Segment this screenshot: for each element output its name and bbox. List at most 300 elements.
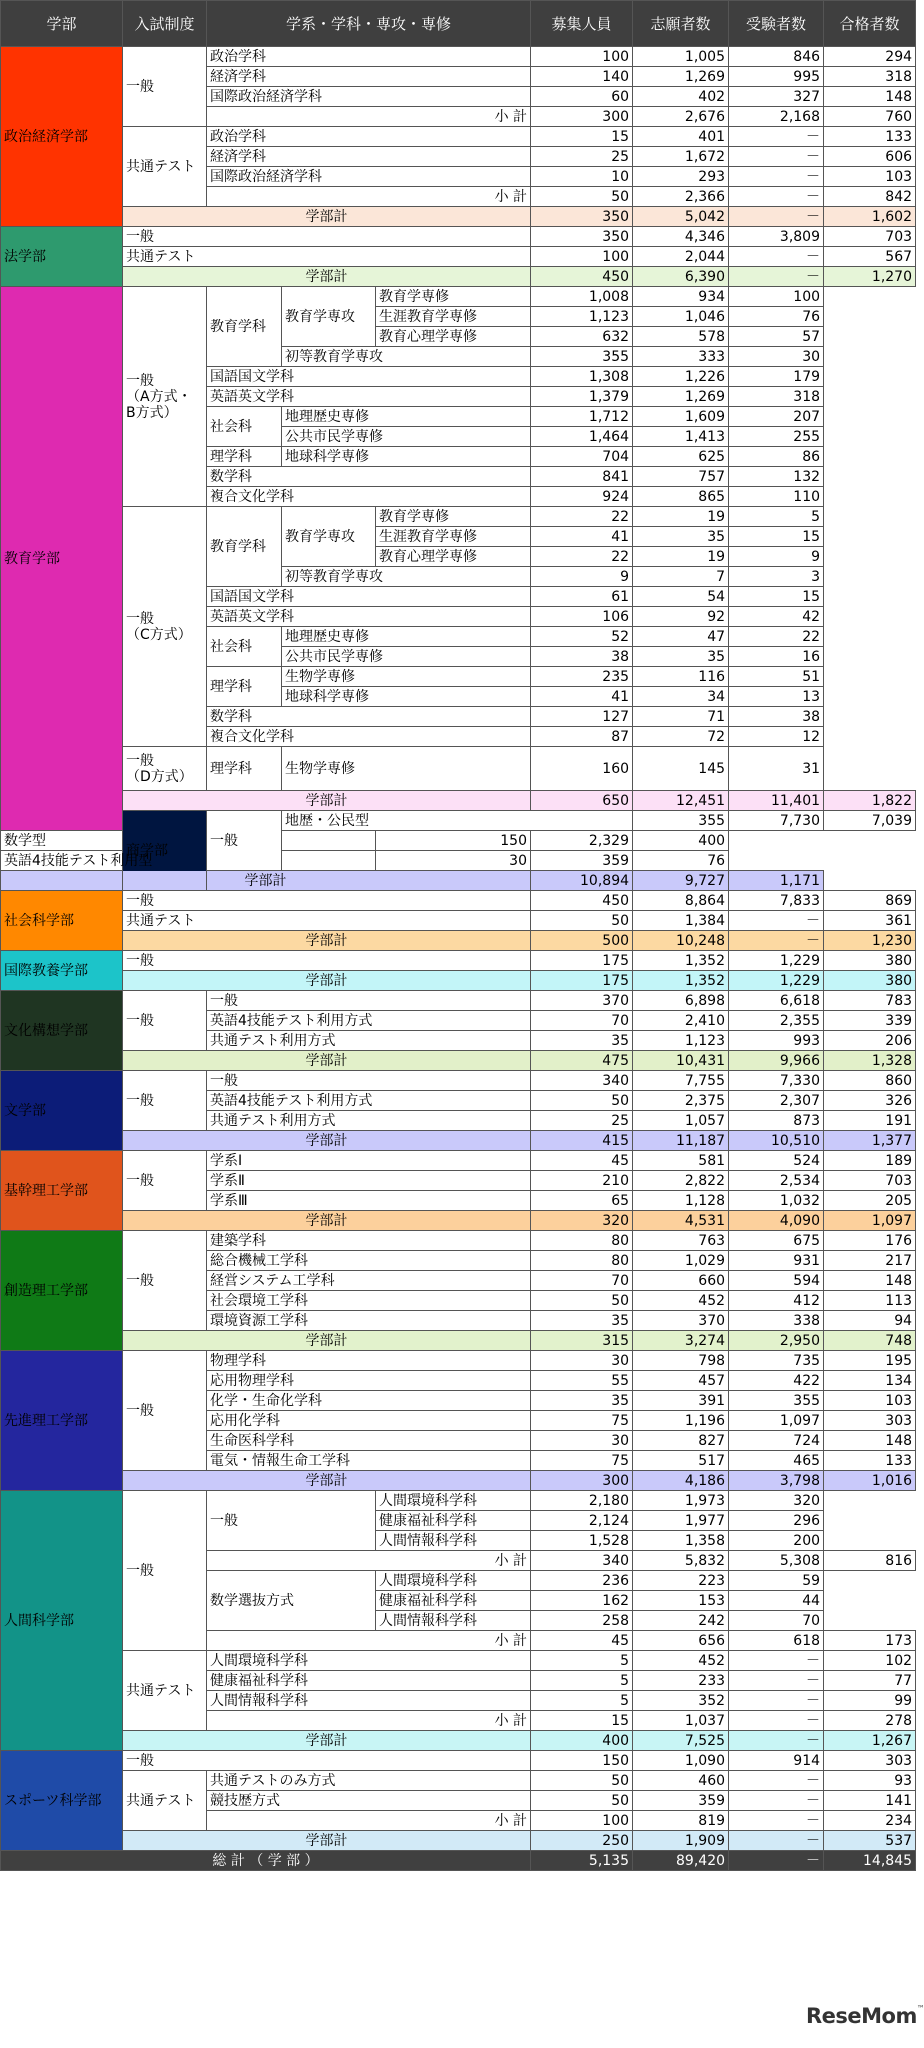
passers-value: 1,377 [824,1131,916,1151]
major-cell: 一般 [207,991,531,1011]
table-row [1,1231,916,1251]
recruit-value: 50 [531,1791,633,1811]
passers-value: 1,822 [824,791,916,811]
major-cell: 応用化学科 [207,1411,531,1431]
applicants-value: 235 [531,667,633,687]
applicants-value: 1,352 [633,951,729,971]
examinees-value: － [729,931,824,951]
passers-value: 173 [824,1631,916,1651]
major-cell: 学部計 [123,791,531,811]
recruit-value: 35 [531,1391,633,1411]
logo-text: ReseMom [806,2004,917,2028]
examinees-value: 34 [633,687,729,707]
examinees-value: 35 [633,527,729,547]
dept-cell: 先進理工学部 [1,1351,123,1491]
applicants-value: 5,832 [633,1551,729,1571]
table-row [1,247,916,267]
applicants-value: 1,464 [531,427,633,447]
applicants-value: 22 [531,547,633,567]
table-row [1,747,916,791]
passers-value: 380 [824,971,916,991]
major-cell: 小 計 [207,107,531,127]
major-cell: 競技歴方式 [207,1791,531,1811]
examinees-value: 10,510 [729,1131,824,1151]
method-cell: 一般 [123,227,531,247]
passers-value: 141 [824,1791,916,1811]
major-cell: 小 計 [207,187,531,207]
method-cell: 一般 [123,47,207,127]
applicants-value: 401 [633,127,729,147]
header-recruit: 募集人員 [531,1,633,47]
applicants-value: 41 [531,527,633,547]
course-cell: 教育学専攻 [282,287,376,347]
passers-value: 191 [824,1111,916,1131]
passers-value: 102 [824,1651,916,1671]
subject-cell: 英語英文学科 [207,387,531,407]
applicants-value: 656 [633,1631,729,1651]
examinees-value: － [729,1831,824,1851]
passers-value: 176 [824,1231,916,1251]
passers-value: 860 [824,1071,916,1091]
specialty-cell: 人間情報科学科 [376,1611,531,1631]
major-cell: 地歴・公民型 [282,811,633,831]
logo-trademark: ™ [916,2004,924,2013]
applicants-value: 6,898 [633,991,729,1011]
major-cell: 人間環境科学科 [207,1651,531,1671]
specialty-cell: 教育学専修 [376,287,531,307]
examinees-value: 2,168 [729,107,824,127]
major-cell: 小 計 [207,1811,531,1831]
examinees-value: 3,798 [729,1471,824,1491]
passers-value: 148 [824,1271,916,1291]
major-cell: 学部計 [123,1331,531,1351]
applicants-value: 1,196 [633,1411,729,1431]
applicants-value: 1,005 [633,47,729,67]
passers-value: 57 [729,327,824,347]
examinees-value: － [729,1711,824,1731]
applicants-value: 660 [633,1271,729,1291]
recruit-value: 320 [531,1211,633,1231]
recruit-value: 45 [531,1151,633,1171]
table-row [1,911,916,931]
applicants-value: 460 [633,1771,729,1791]
major-cell: 人間情報科学科 [207,1691,531,1711]
dept-cell: 政治経済学部 [1,47,123,227]
examinees-value: 724 [729,1431,824,1451]
subject-cell: 社会科 [207,407,282,447]
table-row [1,1051,916,1071]
passers-value: 22 [729,627,824,647]
examinees-value: 1,032 [729,1191,824,1211]
major-cell: 共通テスト利用方式 [207,1031,531,1051]
applicants-value: 4,186 [633,1471,729,1491]
passers-value: 318 [824,67,916,87]
table-row [1,891,916,911]
passers-value: 9 [729,547,824,567]
applicants-value: 1,308 [531,367,633,387]
examinees-value: 359 [531,851,633,871]
major-cell: 一般 [207,1071,531,1091]
recruit-value: 5 [531,1671,633,1691]
subject-cell: 理学科 [207,447,282,467]
examinees-value: 2,950 [729,1331,824,1351]
passers-value: 760 [824,107,916,127]
applicants-value: 457 [633,1371,729,1391]
passers-value: 278 [824,1711,916,1731]
applicants-value: 819 [633,1811,729,1831]
passers-value: 294 [824,47,916,67]
applicants-value: 3,274 [633,1331,729,1351]
passers-value: 1,171 [729,871,824,891]
method-cell: 一般 [123,1351,207,1471]
specialty-cell: 人間環境科学科 [376,1491,531,1511]
major-cell: 学部計 [1,871,531,891]
applicants-value: 798 [633,1351,729,1371]
passers-value: 326 [824,1091,916,1111]
header-major: 学系・学科・専攻・専修 [207,1,531,47]
major-cell: 学部計 [123,1731,531,1751]
specialty-cell: 生涯教育学専修 [376,527,531,547]
applicants-value: 6,390 [633,267,729,287]
recruit-value: 340 [531,1551,633,1571]
passers-value: 606 [824,147,916,167]
recruit-value: 50 [531,1091,633,1111]
dept-cell: 人間科学部 [1,1491,123,1751]
recruit-value: 80 [531,1231,633,1251]
major-cell: 学部計 [123,1211,531,1231]
applicants-value: 22 [531,507,633,527]
specialty-cell: 人間環境科学科 [376,1571,531,1591]
examinees-value: 47 [633,627,729,647]
table-row [1,127,916,147]
major-cell: 学系Ⅲ [207,1191,531,1211]
applicants-value: 236 [531,1571,633,1591]
passers-value: 361 [824,911,916,931]
table-row [1,931,916,951]
table-row [1,1071,916,1091]
examinees-value: 2,355 [729,1011,824,1031]
applicants-value: 1,128 [633,1191,729,1211]
examinees-value: 116 [633,667,729,687]
table-row [1,1471,916,1491]
major-cell: 学部計 [123,207,531,227]
recruit-value: 210 [531,1171,633,1191]
subject-cell: 教育学科 [207,287,282,367]
passers-value: 303 [824,1411,916,1431]
dept-cell: 法学部 [1,227,123,287]
examinees-value: 242 [633,1611,729,1631]
passers-value: 1,270 [824,267,916,287]
method-cell: 一般 [123,1231,207,1331]
subject-cell: 教育学科 [207,507,282,587]
passers-value: 76 [729,307,824,327]
examinees-value: 333 [633,347,729,367]
major-cell: 共通テストのみ方式 [207,1771,531,1791]
passers-value: 16 [729,647,824,667]
recruit-value: 30 [531,1431,633,1451]
major-cell: 総合機械工学科 [207,1251,531,1271]
recruit-value: 25 [531,1111,633,1131]
examinees-value: 757 [633,467,729,487]
recruit-value: 5 [531,1691,633,1711]
recruit-value: 175 [531,951,633,971]
dept-cell: 商学部 [123,811,207,891]
passers-value: 103 [824,167,916,187]
table-row [1,1131,916,1151]
applicants-value: 7,755 [633,1071,729,1091]
specialty-cell: 教育心理学専修 [376,327,531,347]
applicants-value: 827 [633,1431,729,1451]
applicants-value: 9 [531,567,633,587]
table-row [1,851,916,871]
passers-value: 296 [729,1511,824,1531]
header-passers: 合格者数 [824,1,916,47]
passers-value: 1,602 [824,207,916,227]
examinees-value: 19 [633,547,729,567]
applicants-value: 841 [531,467,633,487]
major-cell: 健康福祉科学科 [207,1671,531,1691]
recruit-value: 300 [531,107,633,127]
specialty-cell: 教育学専修 [376,507,531,527]
subject-cell: 理学科 [207,747,282,791]
table-row [1,1771,916,1791]
method-cell: 一般 [123,1071,207,1131]
subject-cell: 社会科 [207,627,282,667]
applicants-value: 41 [531,687,633,707]
applicants-value: 258 [531,1611,633,1631]
passers-value: 31 [729,747,824,791]
method-cell: 共通テスト [123,911,531,931]
table-row [1,267,916,287]
method-cell: 一般 （C方式） [123,507,207,747]
applicants-value: 160 [531,747,633,791]
passers-value: 1,230 [824,931,916,951]
course-cell: 公共市民学専修 [282,647,531,667]
examinees-value: 4,090 [729,1211,824,1231]
major-cell: 化学・生命化学科 [207,1391,531,1411]
examinees-value: 355 [729,1391,824,1411]
applicants-value: 87 [531,727,633,747]
table-row [1,287,916,307]
examinees-value: 2,329 [531,831,633,851]
passers-value: 132 [729,467,824,487]
passers-value: 195 [824,1351,916,1371]
examinees-value: 153 [633,1591,729,1611]
examinees-value: 865 [633,487,729,507]
examinees-value: 422 [729,1371,824,1391]
examinees-value: 7,833 [729,891,824,911]
examinees-value: 9,966 [729,1051,824,1071]
recruit-value: 450 [531,267,633,287]
applicants-value: 1,909 [633,1831,729,1851]
applicants-value: 704 [531,447,633,467]
passers-value: 134 [824,1371,916,1391]
recruit-value: 450 [531,891,633,911]
applicants-value: 2,124 [531,1511,633,1531]
subject-cell: 数学科 [207,467,531,487]
examinees-value: 7,039 [824,811,916,831]
applicants-value: 452 [633,1651,729,1671]
passers-value: 76 [633,851,729,871]
recruit-value: 140 [531,67,633,87]
table-row [1,791,916,811]
applicants-value: 1,008 [531,287,633,307]
applicants-value: 1,057 [633,1111,729,1131]
passers-value: 86 [729,447,824,467]
passers-value: 1,328 [824,1051,916,1071]
recruit-value: 5 [531,1651,633,1671]
applicants-value: 10,894 [531,871,633,891]
applicants-value: 10,248 [633,931,729,951]
examinees-value: 873 [729,1111,824,1131]
subject-cell: 一般 [207,1491,376,1551]
method-cell: 一般 [207,811,282,871]
applicants-value: 7,730 [729,811,824,831]
applicants-value: 1,269 [633,67,729,87]
dept-cell: 社会科学部 [1,891,123,951]
major-cell: 経済学科 [207,67,531,87]
passers-value: 869 [824,891,916,911]
passers-value: 38 [729,707,824,727]
recruit-value: 100 [531,47,633,67]
recruit-value: 340 [531,1071,633,1091]
examinees-value: 993 [729,1031,824,1051]
method-cell: 一般 （A方式・ B方式） [123,287,207,507]
specialty-cell: 教育心理学専修 [376,547,531,567]
examinees-value: 1,097 [729,1411,824,1431]
applicants-value: 7,525 [633,1731,729,1751]
recruit-value: 45 [531,1631,633,1651]
passers-value: 93 [824,1771,916,1791]
passers-value: 207 [729,407,824,427]
subject-cell: 複合文化学科 [207,487,531,507]
examinees-value: － [729,1791,824,1811]
passers-value: 748 [824,1331,916,1351]
major-cell: 学系Ⅱ [207,1171,531,1191]
passers-value: 179 [729,367,824,387]
recruit-value: 50 [531,911,633,931]
course-cell: 地理歴史専修 [282,627,531,647]
applicants-value: 1,672 [633,147,729,167]
examinees-value: － [729,1811,824,1831]
passers-value: 318 [729,387,824,407]
examinees-value: 2,307 [729,1091,824,1111]
course-cell: 教育学専攻 [282,507,376,567]
major-cell: 国際政治経済学科 [207,87,531,107]
examinees-value: 2,534 [729,1171,824,1191]
method-cell: 一般 [123,951,531,971]
passers-value: 13 [729,687,824,707]
examinees-value: 1,358 [633,1531,729,1551]
examinees-value: 934 [633,287,729,307]
major-cell: 共通テスト利用方式 [207,1111,531,1131]
recruit-value: 50 [531,1291,633,1311]
dept-cell: 国際教養学部 [1,951,123,991]
recruit-value: 100 [531,247,633,267]
passers-value: 1,267 [824,1731,916,1751]
recruit-value: 100 [531,1811,633,1831]
table-row [1,1491,916,1511]
examinees-value: 1,413 [633,427,729,447]
major-cell: 数学型 [1,831,376,851]
applicants-value: 632 [531,327,633,347]
dept-cell: 文学部 [1,1071,123,1151]
dept-cell: 文化構想学部 [1,991,123,1071]
course-cell: 生物学専修 [282,747,531,791]
applicants-value: 2,375 [633,1091,729,1111]
examinees-value: 931 [729,1251,824,1271]
major-cell: 英語4技能テスト利用型 [1,851,376,871]
examinees-value: － [729,1771,824,1791]
recruit-value: 25 [531,147,633,167]
recruit-value: 350 [531,207,633,227]
recruit-value: 35 [531,1311,633,1331]
table-row [1,971,916,991]
applicants-value: 581 [633,1151,729,1171]
passers-value: 133 [824,1451,916,1471]
examinees-value: 35 [633,647,729,667]
passers-value: 567 [824,247,916,267]
applicants-value: 763 [633,1231,729,1251]
examinees-value: 1,226 [633,367,729,387]
examinees-value: 1,609 [633,407,729,427]
applicants-value: 233 [633,1671,729,1691]
recruit-value: 150 [531,1751,633,1771]
major-cell: 学部計 [123,267,531,287]
examinees-value: 1,269 [633,387,729,407]
examinees-value: 1,046 [633,307,729,327]
table-row [1,991,916,1011]
examinees-value: － [729,167,824,187]
examinees-value: 327 [729,87,824,107]
recruit-value: 370 [531,991,633,1011]
applicants-value: 402 [633,87,729,107]
examinees-value: 735 [729,1351,824,1371]
examinees-value: 412 [729,1291,824,1311]
major-cell: 学部計 [123,1831,531,1851]
grand-total-label: 総 計 （ 学 部 ） [1,1851,531,1871]
course-cell: 公共市民学専修 [282,427,531,447]
passers-value: 148 [824,87,916,107]
applicants-value: 293 [633,167,729,187]
course-cell: 初等教育学専攻 [282,347,531,367]
method-cell: 共通テスト [123,247,531,267]
major-cell: 小 計 [207,1631,531,1651]
examinees-value: 54 [633,587,729,607]
major-cell: 政治学科 [207,47,531,67]
applicants-value: 1,029 [633,1251,729,1271]
table-row [1,1651,916,1671]
examinees-value: － [729,267,824,287]
passers-value: 44 [729,1591,824,1611]
recruit-value: 250 [531,1831,633,1851]
specialty-cell: 生涯教育学専修 [376,307,531,327]
passers-value: 113 [824,1291,916,1311]
recruit-value: 75 [531,1411,633,1431]
table-row [1,811,916,831]
applicants-value: 2,676 [633,107,729,127]
recruit-value: 5,135 [531,1851,633,1871]
examinees-value: － [729,1691,824,1711]
method-cell: 一般 （D方式） [123,747,207,791]
passers-value: 380 [824,951,916,971]
table-row [1,1831,916,1851]
subject-cell: 国語国文学科 [207,587,531,607]
recruit-value: 400 [531,1731,633,1751]
passers-value: 70 [729,1611,824,1631]
recruit-value: 355 [633,811,729,831]
passers-value: 59 [729,1571,824,1591]
